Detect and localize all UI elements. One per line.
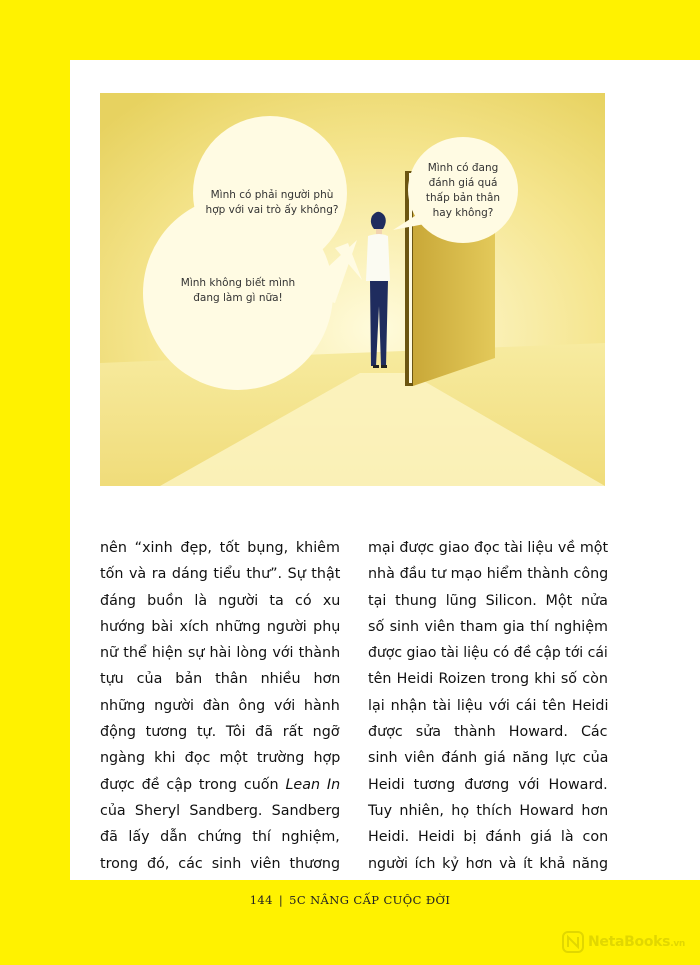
text-column-left: [100, 535, 340, 877]
book-title-italic: Lean In: [285, 776, 341, 793]
text-line: những người đàn ông với hành: [100, 697, 340, 714]
text-line: Tuy nhiên, họ thích Howard hơn: [368, 802, 609, 819]
text-line: của Sheryl Sandberg. Sandberg: [100, 802, 341, 819]
text-line: Heidi. Heidi bị đánh giá là con: [368, 829, 609, 846]
page-footer: [0, 893, 700, 907]
text-line: hướng bài xích những người phụ: [100, 618, 341, 635]
text-line: lại nhận tài liệu với cái tên Heidi: [368, 697, 609, 714]
text-line: nhà đầu tư mạo hiểm thành công: [368, 566, 609, 583]
text-line: tại thung lũng Silicon. Một nửa: [368, 592, 608, 609]
text-line: đáng buồn là người ta có xu: [100, 592, 341, 609]
text-line: được đề cập trong cuốn Lean In: [100, 776, 341, 793]
text-line: tên Heidi Roizen trong khi số còn: [368, 671, 608, 688]
text-line: số sinh viên tham gia thí nghiệm: [368, 618, 608, 635]
text-line: động tương tự. Tôi đã rất ngỡ: [100, 724, 340, 741]
text-line: nên “xinh đẹp, tốt bụng, khiêm: [100, 540, 340, 556]
text-line: tốn và ra dáng tiểu thư”. Sự thật: [100, 566, 341, 583]
book-title: 5C NÂNG CẤP CUỘC ĐỜI: [289, 893, 451, 907]
netabooks-logo-icon: [562, 931, 584, 953]
text-line: nữ thể hiện sự hài lòng với thành: [100, 645, 341, 662]
text-column-right: [368, 535, 608, 877]
text-line: mại được giao đọc tài liệu về một: [368, 540, 609, 556]
bubble-text-bottom: Mình không biết mình đang làm gì nữa!: [180, 277, 296, 304]
bubble-text-right: Mình có đang đánh giá quá thấp bản thân hay không?: [425, 162, 501, 219]
text-line: được giao tài liệu có đề cập tới cái: [368, 645, 608, 662]
bubble-text-top: Mình có phải người phù hợp với vai trò ấy không?: [205, 189, 339, 216]
text-line: được sửa thành Howard. Các: [368, 724, 608, 741]
watermark-text: NetaBooks.vn: [588, 934, 685, 950]
illustration: [100, 93, 605, 486]
text-line: sinh viên đánh giá năng lực của: [368, 750, 609, 767]
text-line: ngàng khi đọc một trường hợp: [100, 750, 341, 767]
text-line: Heidi tương đương với Howard.: [368, 776, 608, 793]
netabooks-watermark: [562, 928, 700, 956]
book-page: [70, 60, 700, 880]
text-line: đã lấy dẫn chứng thí nghiệm,: [100, 829, 340, 846]
text-line: người ích kỷ hơn và ít khả năng: [368, 855, 609, 872]
footer-separator: |: [278, 893, 284, 907]
text-line: trong đó, các sinh viên thương: [100, 855, 341, 872]
page-number: 144: [249, 893, 273, 907]
text-line: tựu của bản thân nhiều hơn: [100, 671, 341, 688]
